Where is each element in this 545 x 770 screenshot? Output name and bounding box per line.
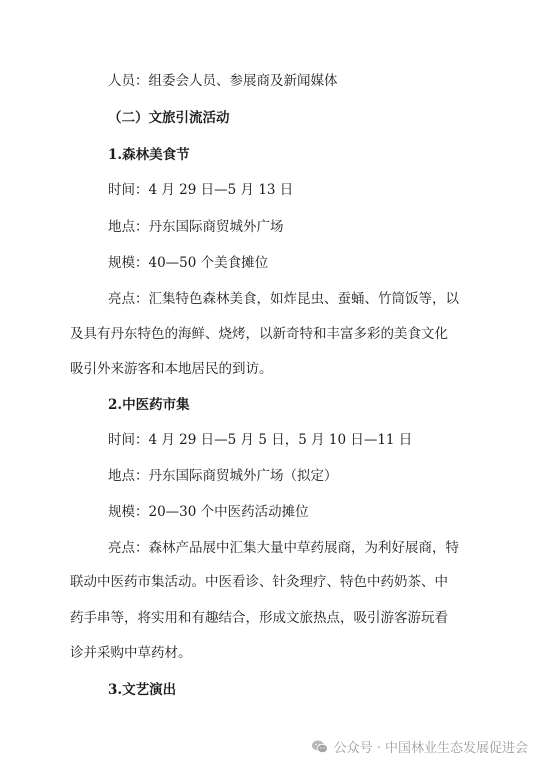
subsection-heading-performance: 3.文艺演出 — [108, 682, 177, 698]
tcm-market-highlight-line-3: 药手串等，将实用和有趣结合，形成文旅热点，吸引游客游玩看 — [70, 610, 448, 626]
subsection-heading-tcm-market: 2.中医药市集 — [108, 397, 190, 413]
food-festival-highlight-line-2: 及具有丹东特色的海鲜、烧烤，以新奇特和丰富多彩的美食文化 — [70, 326, 448, 342]
personnel-line: 人员：组委会人员、参展商及新闻媒体 — [108, 73, 338, 89]
wechat-watermark — [311, 737, 528, 756]
food-festival-highlight-line-1: 亮点：汇集特色森林美食，如炸昆虫、蚕蛹、竹筒饭等，以 — [108, 291, 459, 307]
food-festival-scale: 规模：40—50 个美食摊位 — [108, 255, 269, 271]
food-festival-time: 时间：4 月 29 日—5 月 13 日 — [108, 182, 294, 198]
watermark-text: 公众号 · 中国林业生态发展促进会 — [333, 741, 528, 756]
food-festival-highlight-line-3: 吸引外来游客和本地居民的到访。 — [70, 361, 273, 377]
tcm-market-location: 地点：丹东国际商贸城外广场（拟定） — [108, 468, 338, 484]
section-heading: （二）文旅引流活动 — [108, 110, 230, 126]
food-festival-location: 地点：丹东国际商贸城外广场 — [108, 219, 284, 235]
tcm-market-time: 时间：4 月 29 日—5 月 5 日，5 月 10 日—11 日 — [108, 432, 413, 448]
tcm-market-scale: 规模：20—30 个中医药活动摊位 — [108, 504, 309, 520]
tcm-market-highlight-line-4: 诊并采购中草药材。 — [70, 645, 192, 661]
tcm-market-highlight-line-2: 联动中医药市集活动。中医看诊、针灸理疗、特色中药奶茶、中 — [70, 574, 448, 590]
tcm-market-highlight-line-1: 亮点：森林产品展中汇集大量中草药展商，为利好展商，特 — [108, 540, 459, 556]
wechat-icon — [311, 738, 329, 756]
subsection-heading-food-festival: 1.森林美食节 — [108, 147, 190, 163]
